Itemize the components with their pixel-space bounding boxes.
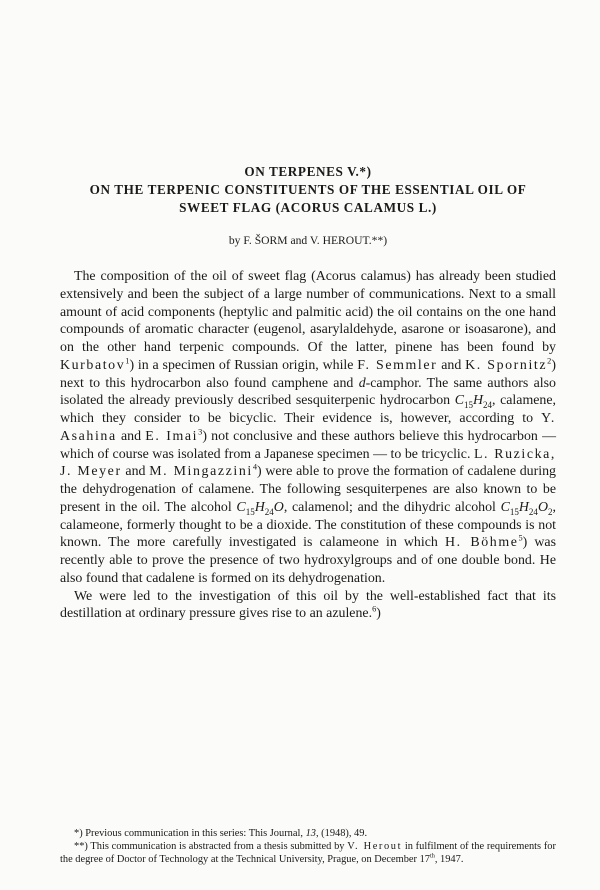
text-run: ) next to this hydrocarbon also found camphene and: [60, 357, 556, 391]
footnote-2: **) This communication is abstracted from a thesis submitted by V. Herout in fulfilment of the requirements for the degree of Doctor of Technology at the Technical University, Prague, on December 17th, 1947.: [60, 841, 556, 866]
ref-1: 1: [125, 356, 130, 366]
author-herout: V. HEROUT.**): [309, 234, 388, 247]
formula-c15h24o: $C_{15}H_{24}O$: [236, 499, 284, 517]
ref-2: 2: [547, 356, 552, 366]
d-prefix: d: [358, 375, 366, 391]
author-ref-mingazzini: M. Mingazzini: [149, 464, 253, 480]
paragraph-1: [60, 268, 556, 588]
author-sorm: F. ŠORM: [243, 234, 288, 247]
footnote-1: *) Previous communication in this series: This Journal, 13, (1948), 49.: [74, 828, 368, 839]
paper-title-line-2: SWEET FLAG (ACORUS CALAMUS L.): [179, 200, 437, 215]
text-run: and: [120, 428, 142, 444]
text-run: and: [125, 464, 146, 480]
text-run: We were led to the investigation of this oil by the well-established fact that its destillation at ordinary pressure gives rise to an azulene.: [60, 588, 556, 622]
paper-title-line-1: ON THE TERPENIC CONSTITUENTS OF THE ESSENTIAL OIL OF: [89, 182, 527, 197]
text-run: ): [376, 606, 381, 622]
formula-c15h24o2: $C_{15}H_{24}O_2$: [500, 499, 553, 517]
ref-6: 6: [372, 604, 377, 614]
author-ref-asahina: Y. Asahina: [60, 411, 556, 444]
author-ref-ruzicka: L. Ruzicka, J. Meyer: [60, 446, 556, 480]
footnote-author: V. Herout: [347, 841, 403, 853]
ref-5: 5: [518, 533, 523, 543]
paragraph-2: [60, 588, 556, 624]
text-run: ) in a specimen of Russian origin, while: [129, 357, 354, 373]
byline: [60, 234, 556, 247]
text-run: and: [441, 357, 462, 373]
author-ref-imai: E. Imai: [145, 428, 199, 444]
text-run: -camphor. The same authors also isolated the already previously described sesquiterpenic hydrocarbon: [60, 375, 556, 409]
journal-volume: 13: [305, 828, 316, 839]
series-title: ON TERPENES V.*): [244, 164, 372, 179]
author-ref-kurbatov: Kurbatov: [60, 357, 126, 373]
byline-prefix: by: [228, 234, 241, 247]
text-run: ) were able to prove the formation of cadalene during the dehydrogenation of calamene. The following sesquiterpenes are also known to be present in the oil. The alcohol: [60, 464, 557, 515]
text-run: ) not conclusive and these authors believe this hydrocarbon — which of course was isolated from a Japanese specimen — to be tricyclic.: [60, 428, 556, 462]
byline-and: and: [290, 234, 308, 247]
body-text: [60, 268, 556, 623]
author-ref-bohme: H. Böhme: [444, 535, 519, 551]
ref-3: 3: [198, 427, 203, 437]
formula-c15h24: $C_{15}H_{24}$: [454, 393, 493, 411]
author-ref-spornitz: K. Spornitz: [465, 357, 548, 373]
text-run: ) was recently able to prove the presence of two hydroxylgroups and of one double bond. He also found that cadalene is formed on its dehydrogenation.: [60, 535, 557, 586]
ref-4: 4: [252, 462, 258, 472]
author-ref-semmler: F. Semmler: [357, 357, 438, 373]
text-run: , calamene, which they consider to be bicyclic. Their evidence is, however, according to: [60, 393, 556, 426]
text-run: The composition of the oil of sweet flag (Acorus calamus) has already been studied extensively and been the subject of a large number of communications. Next to a small amount of acid components (heptylic and palmitic acid) the oil contains on the one hand compounds of aromatic character (eugenol, asarylaldehyde, asarone or isoasarone), and on the other hand terpenic compounds. Of the latter, pinene has been found by: [60, 269, 556, 355]
text-run: , calamenol; and the dihydric alcohol: [283, 499, 496, 515]
text-run: , calameone, formerly thought to be a dioxide. The constitution of these compounds is not known. The more carefully investigated is calameone in which: [60, 499, 556, 551]
footnotes: [60, 827, 556, 867]
